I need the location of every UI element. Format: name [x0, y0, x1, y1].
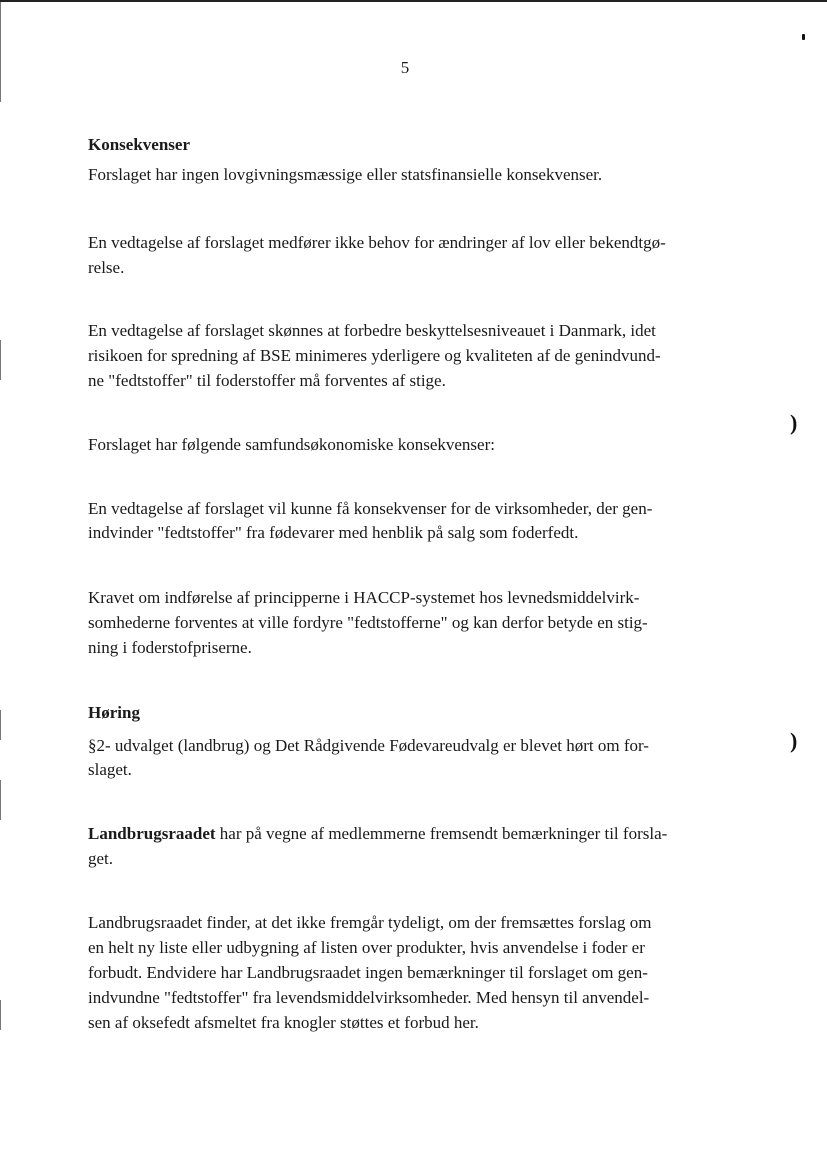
binding-hole-mark: ): [790, 410, 798, 435]
organization-name: Landbrugsraadet: [88, 824, 216, 843]
paragraph-line: Forslaget har følgende samfundsøkonomiske konsekvenser:: [88, 435, 495, 454]
scan-edge-line: [0, 2, 1, 102]
paragraph-line: En vedtagelse af forslaget skønnes at forbedre beskyttelsesniveauet i Danmark, idet: [88, 321, 656, 340]
paragraph-line: en helt ny liste eller udbygning af listen over produkter, hvis anvendelse i foder er: [88, 938, 645, 957]
page-number: 5: [400, 58, 410, 77]
paragraph-line: risikoen for spredning af BSE minimeres yderligere og kvaliteten af de genindvund-: [88, 346, 661, 365]
paragraph-text: har på vegne af medlemmerne fremsendt bemærkninger til forsla-: [215, 824, 668, 843]
paragraph-line: somhederne forventes at ville fordyre "fedtstofferne" og kan derfor betyde en stig-: [88, 613, 648, 632]
paragraph-line: §2- udvalget (landbrug) og Det Rådgivende Fødevareudvalg er blevet hørt om for-: [88, 736, 649, 755]
scan-speck: [802, 34, 805, 40]
paragraph-line: ning i foderstofpriserne.: [88, 638, 252, 657]
binding-hole-mark: ): [790, 728, 798, 753]
paragraph-line: indvinder "fedtstoffer" fra fødevarer med henblik på salg som foderfedt.: [88, 523, 579, 542]
paragraph-line: Forslaget har ingen lovgivningsmæssige eller statsfinansielle konsekvenser.: [88, 165, 603, 184]
paragraph-line: Kravet om indførelse af principperne i HACCP-systemet hos levnedsmiddelvirk-: [88, 588, 640, 607]
paragraph-line: slaget.: [88, 760, 132, 779]
paragraph-line: [88, 821, 728, 846]
paragraph-line: Landbrugsraadet finder, at det ikke fremgår tydeligt, om der fremsættes forslag om: [88, 913, 652, 932]
section-heading-consequences: Konsekvenser: [88, 135, 190, 154]
paragraph-line: forbudt. Endvidere har Landbrugsraadet ingen bemærkninger til forslaget om gen-: [88, 963, 648, 982]
paragraph-line: get.: [88, 849, 114, 868]
paragraph-line: sen af oksefedt afsmeltet fra knogler støttes et forbud her.: [88, 1013, 479, 1032]
scan-edge-line: [0, 780, 1, 820]
paragraph-line: relse.: [88, 258, 125, 277]
section-heading-hearing: Høring: [88, 703, 140, 722]
paragraph-line: indvundne "fedtstoffer" fra levendsmiddelvirksomheder. Med hensyn til anvendel-: [88, 988, 650, 1007]
scan-edge-line: [0, 710, 1, 740]
paragraph-line: En vedtagelse af forslaget vil kunne få konsekvenser for de virksomheder, der gen-: [88, 499, 653, 518]
top-edge-rule: [0, 0, 827, 2]
paragraph-line: ne "fedtstoffer" til foderstoffer må forventes af stige.: [88, 371, 446, 390]
scan-edge-line: [0, 1000, 1, 1030]
paragraph-line: En vedtagelse af forslaget medfører ikke behov for ændringer af lov eller bekendtgø-: [88, 233, 666, 252]
scan-edge-line: [0, 340, 1, 380]
